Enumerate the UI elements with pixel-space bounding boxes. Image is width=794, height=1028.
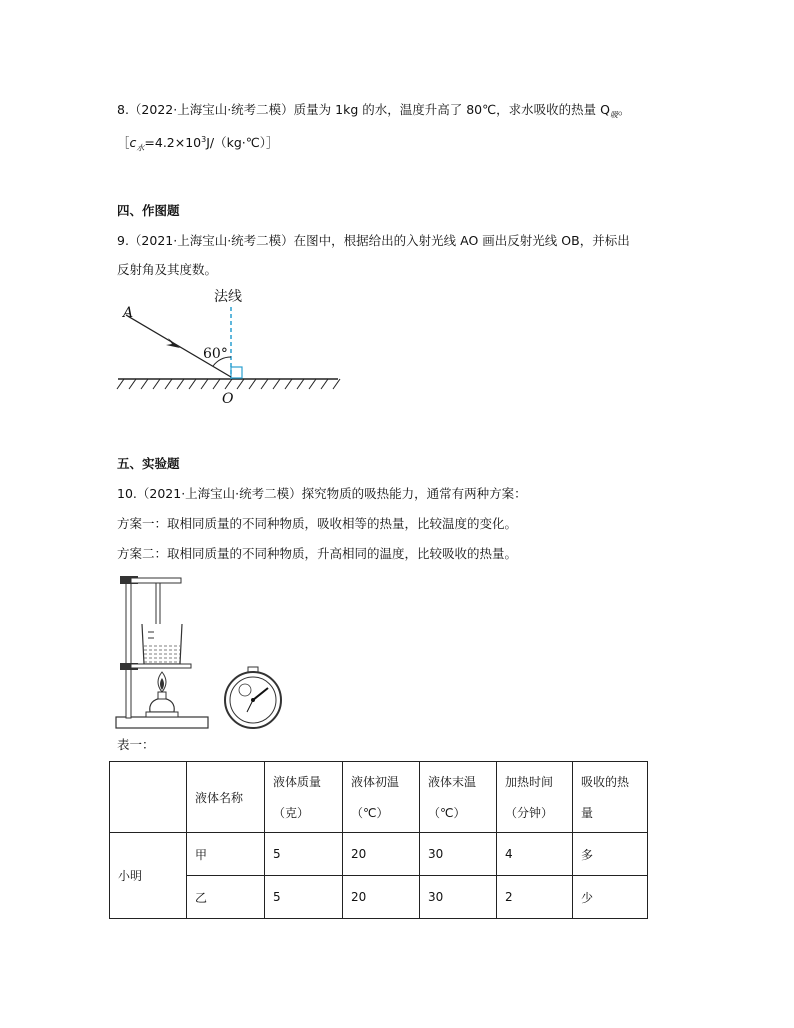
table-cell: 2 [497,876,573,919]
header-cell: 液体末温 （℃） [420,762,497,833]
table-cell: 少 [573,876,648,919]
table-row [110,833,648,876]
point-a-label: A [123,305,134,321]
header-cell: 液体质量 （克） [265,762,343,833]
table-header-row [110,762,648,833]
ring-support [131,664,191,668]
reflection-diagram [110,282,350,407]
angle-label: 60° [203,346,228,362]
table-caption: 表一： [117,737,155,752]
table-cell: 4 [497,833,573,876]
question-8-line-2 [117,132,279,157]
formula-part-a: =4.2×10 [144,135,202,151]
bracket-left: ［ [117,135,130,151]
question-8-end: 。 [618,102,631,117]
burner-neck [158,692,166,699]
table-cell: 乙 [187,876,265,919]
table-row [110,876,648,919]
formula-part-b: J/（kg·℃）］ [206,135,279,151]
header-cell: 加热时间 （分钟） [497,762,573,833]
section-5-title: 五、实验题 [117,456,180,471]
surface-hatching [117,379,340,389]
burner-base [146,712,178,717]
plan-1-text: 方案一：取相同质量的不同种物质，吸收相等的热量，比较温度的变化。 [117,516,518,531]
plan-2-text: 方案二：取相同质量的不同种物质，升高相同的温度，比较吸收的热量。 [117,546,518,561]
header-cell: 吸收的热 量 [573,762,648,833]
data-table [109,761,648,919]
table-cell: 30 [420,833,497,876]
right-angle-mark [231,367,242,378]
heating-apparatus-illustration [112,572,292,732]
stand-base [116,717,208,728]
header-empty-cell [110,762,187,833]
question-8-text: 8.（2022·上海宝山·统考二模）质量为 1kg 的水，温度升高了 80℃，求水吸收的热量 Q [117,102,610,117]
table-cell: 20 [343,876,420,919]
header-cell: 液体初温 （℃） [343,762,420,833]
table-cell: 5 [265,876,343,919]
stopwatch-icon [225,667,281,728]
q-subscript: 吸 [610,110,618,120]
section-4-title: 四、作图题 [117,203,180,218]
question-10-line-1: 10.（2021·上海宝山·统考二模）探究物质的吸热能力，通常有两种方案： [117,486,527,501]
table-cell: 甲 [187,833,265,876]
c-subscript: 水 [136,143,145,153]
question-8-line-1 [117,102,631,124]
table-cell: 多 [573,833,648,876]
normal-label: 法线 [214,289,242,305]
header-cell: 液体名称 [187,762,265,833]
c-symbol: c [129,135,137,151]
question-9-line-2: 反射角及其度数。 [117,262,218,277]
top-arm [131,578,181,583]
point-o-label: O [222,391,234,407]
table-cell: 30 [420,876,497,919]
stand-pole [126,578,131,718]
table-cell: 20 [343,833,420,876]
row-group-label: 小明 [110,833,187,919]
table-cell: 5 [265,833,343,876]
formula-superscript: 3 [201,135,207,144]
question-9-line-1: 9.（2021·上海宝山·统考二模）在图中，根据给出的入射光线 AO 画出反射光线 OB，并标出 [117,233,630,248]
alcohol-burner-icon [150,698,175,712]
